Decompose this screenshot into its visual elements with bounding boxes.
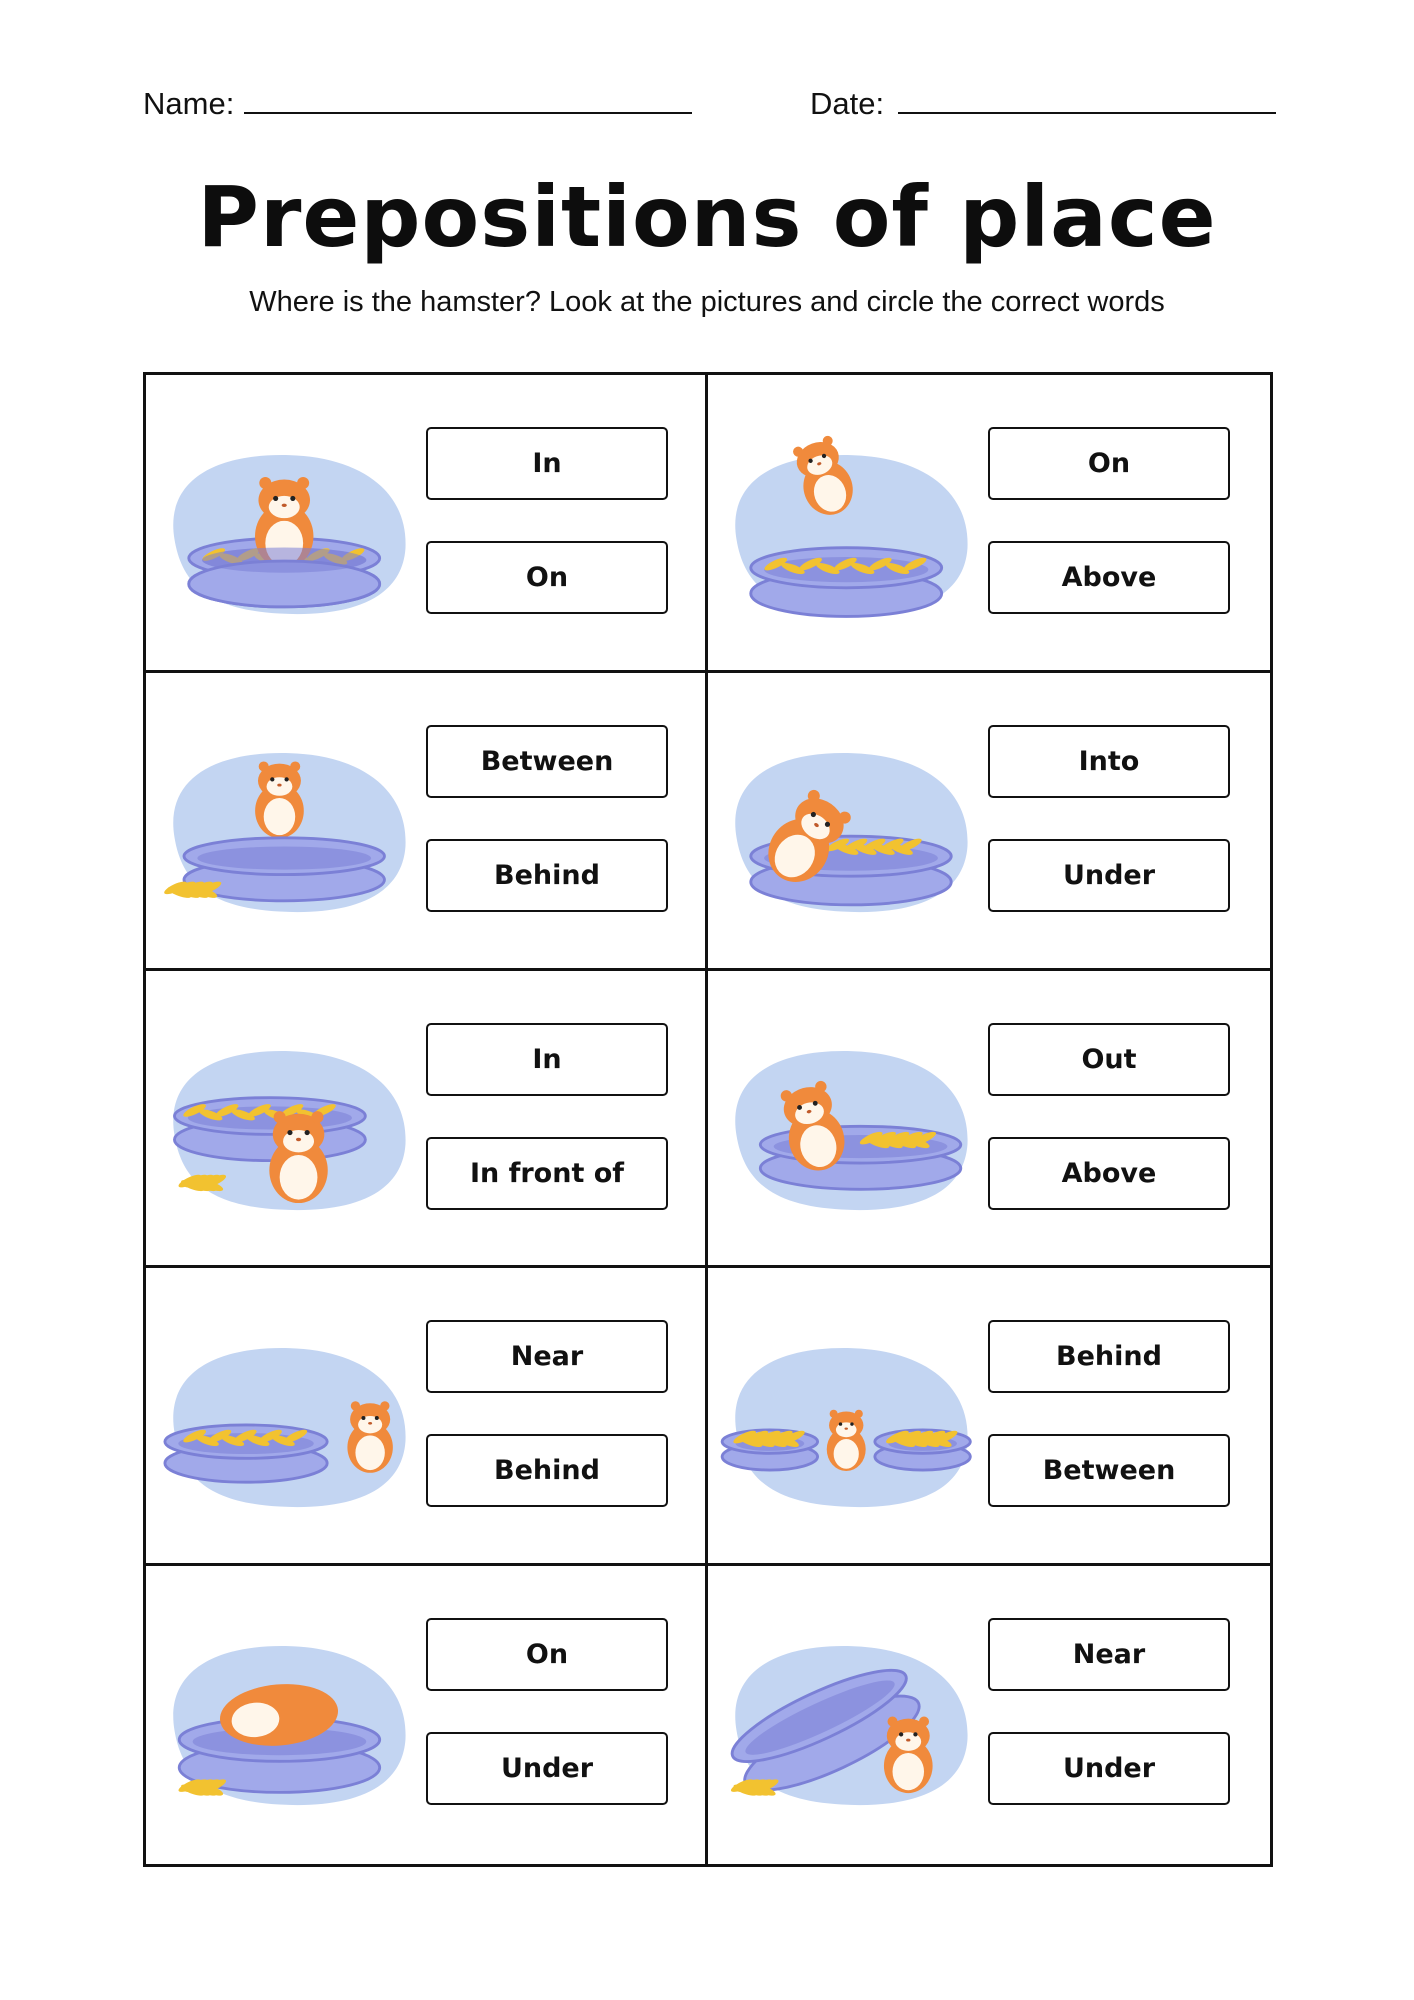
date-label: Date: xyxy=(810,86,885,121)
answer-option[interactable]: Near xyxy=(426,1320,668,1393)
exercise-cell xyxy=(708,375,1270,673)
hamster-picture xyxy=(154,713,424,923)
exercise-cell xyxy=(146,673,708,971)
hamster-picture xyxy=(716,1011,986,1221)
hamster-picture xyxy=(154,1606,424,1816)
hamster-picture xyxy=(716,1308,986,1518)
exercise-cell xyxy=(708,1268,1270,1566)
answer-option[interactable]: On xyxy=(988,427,1230,500)
exercise-cell xyxy=(146,1268,708,1566)
exercise-cell xyxy=(146,375,708,673)
exercise-cell xyxy=(146,971,708,1269)
page-title: Prepositions of place xyxy=(197,168,1217,266)
hamster-picture xyxy=(154,1011,424,1221)
answer-option[interactable]: Behind xyxy=(426,1434,668,1507)
answer-option[interactable]: Under xyxy=(426,1732,668,1805)
answer-option[interactable]: Above xyxy=(988,541,1230,614)
hamster-picture xyxy=(154,415,424,625)
answer-option[interactable]: In front of xyxy=(426,1137,668,1210)
answer-option[interactable]: In xyxy=(426,1023,668,1096)
answer-option[interactable]: Between xyxy=(988,1434,1230,1507)
hamster-picture xyxy=(716,415,986,625)
answer-option[interactable]: Under xyxy=(988,839,1230,912)
name-field[interactable] xyxy=(244,112,692,114)
hamster-picture xyxy=(154,1308,424,1518)
answer-option[interactable]: On xyxy=(426,1618,668,1691)
answer-option[interactable]: Under xyxy=(988,1732,1230,1805)
exercise-cell xyxy=(708,971,1270,1269)
exercise-cell xyxy=(708,673,1270,971)
exercise-cell xyxy=(708,1566,1270,1864)
answer-option[interactable]: Near xyxy=(988,1618,1230,1691)
answer-option[interactable]: Out xyxy=(988,1023,1230,1096)
date-field[interactable] xyxy=(898,112,1276,114)
exercise-cell xyxy=(146,1566,708,1864)
answer-option[interactable]: Above xyxy=(988,1137,1230,1210)
answer-option[interactable]: Into xyxy=(988,725,1230,798)
answer-option[interactable]: On xyxy=(426,541,668,614)
name-label: Name: xyxy=(143,86,235,121)
answer-option[interactable]: Between xyxy=(426,725,668,798)
exercise-grid xyxy=(143,372,1273,1867)
instructions: Where is the hamster? Look at the pictures and circle the correct words xyxy=(249,286,1165,318)
answer-option[interactable]: In xyxy=(426,427,668,500)
answer-option[interactable]: Behind xyxy=(426,839,668,912)
answer-option[interactable]: Behind xyxy=(988,1320,1230,1393)
hamster-picture xyxy=(716,713,986,923)
hamster-picture xyxy=(716,1606,986,1816)
